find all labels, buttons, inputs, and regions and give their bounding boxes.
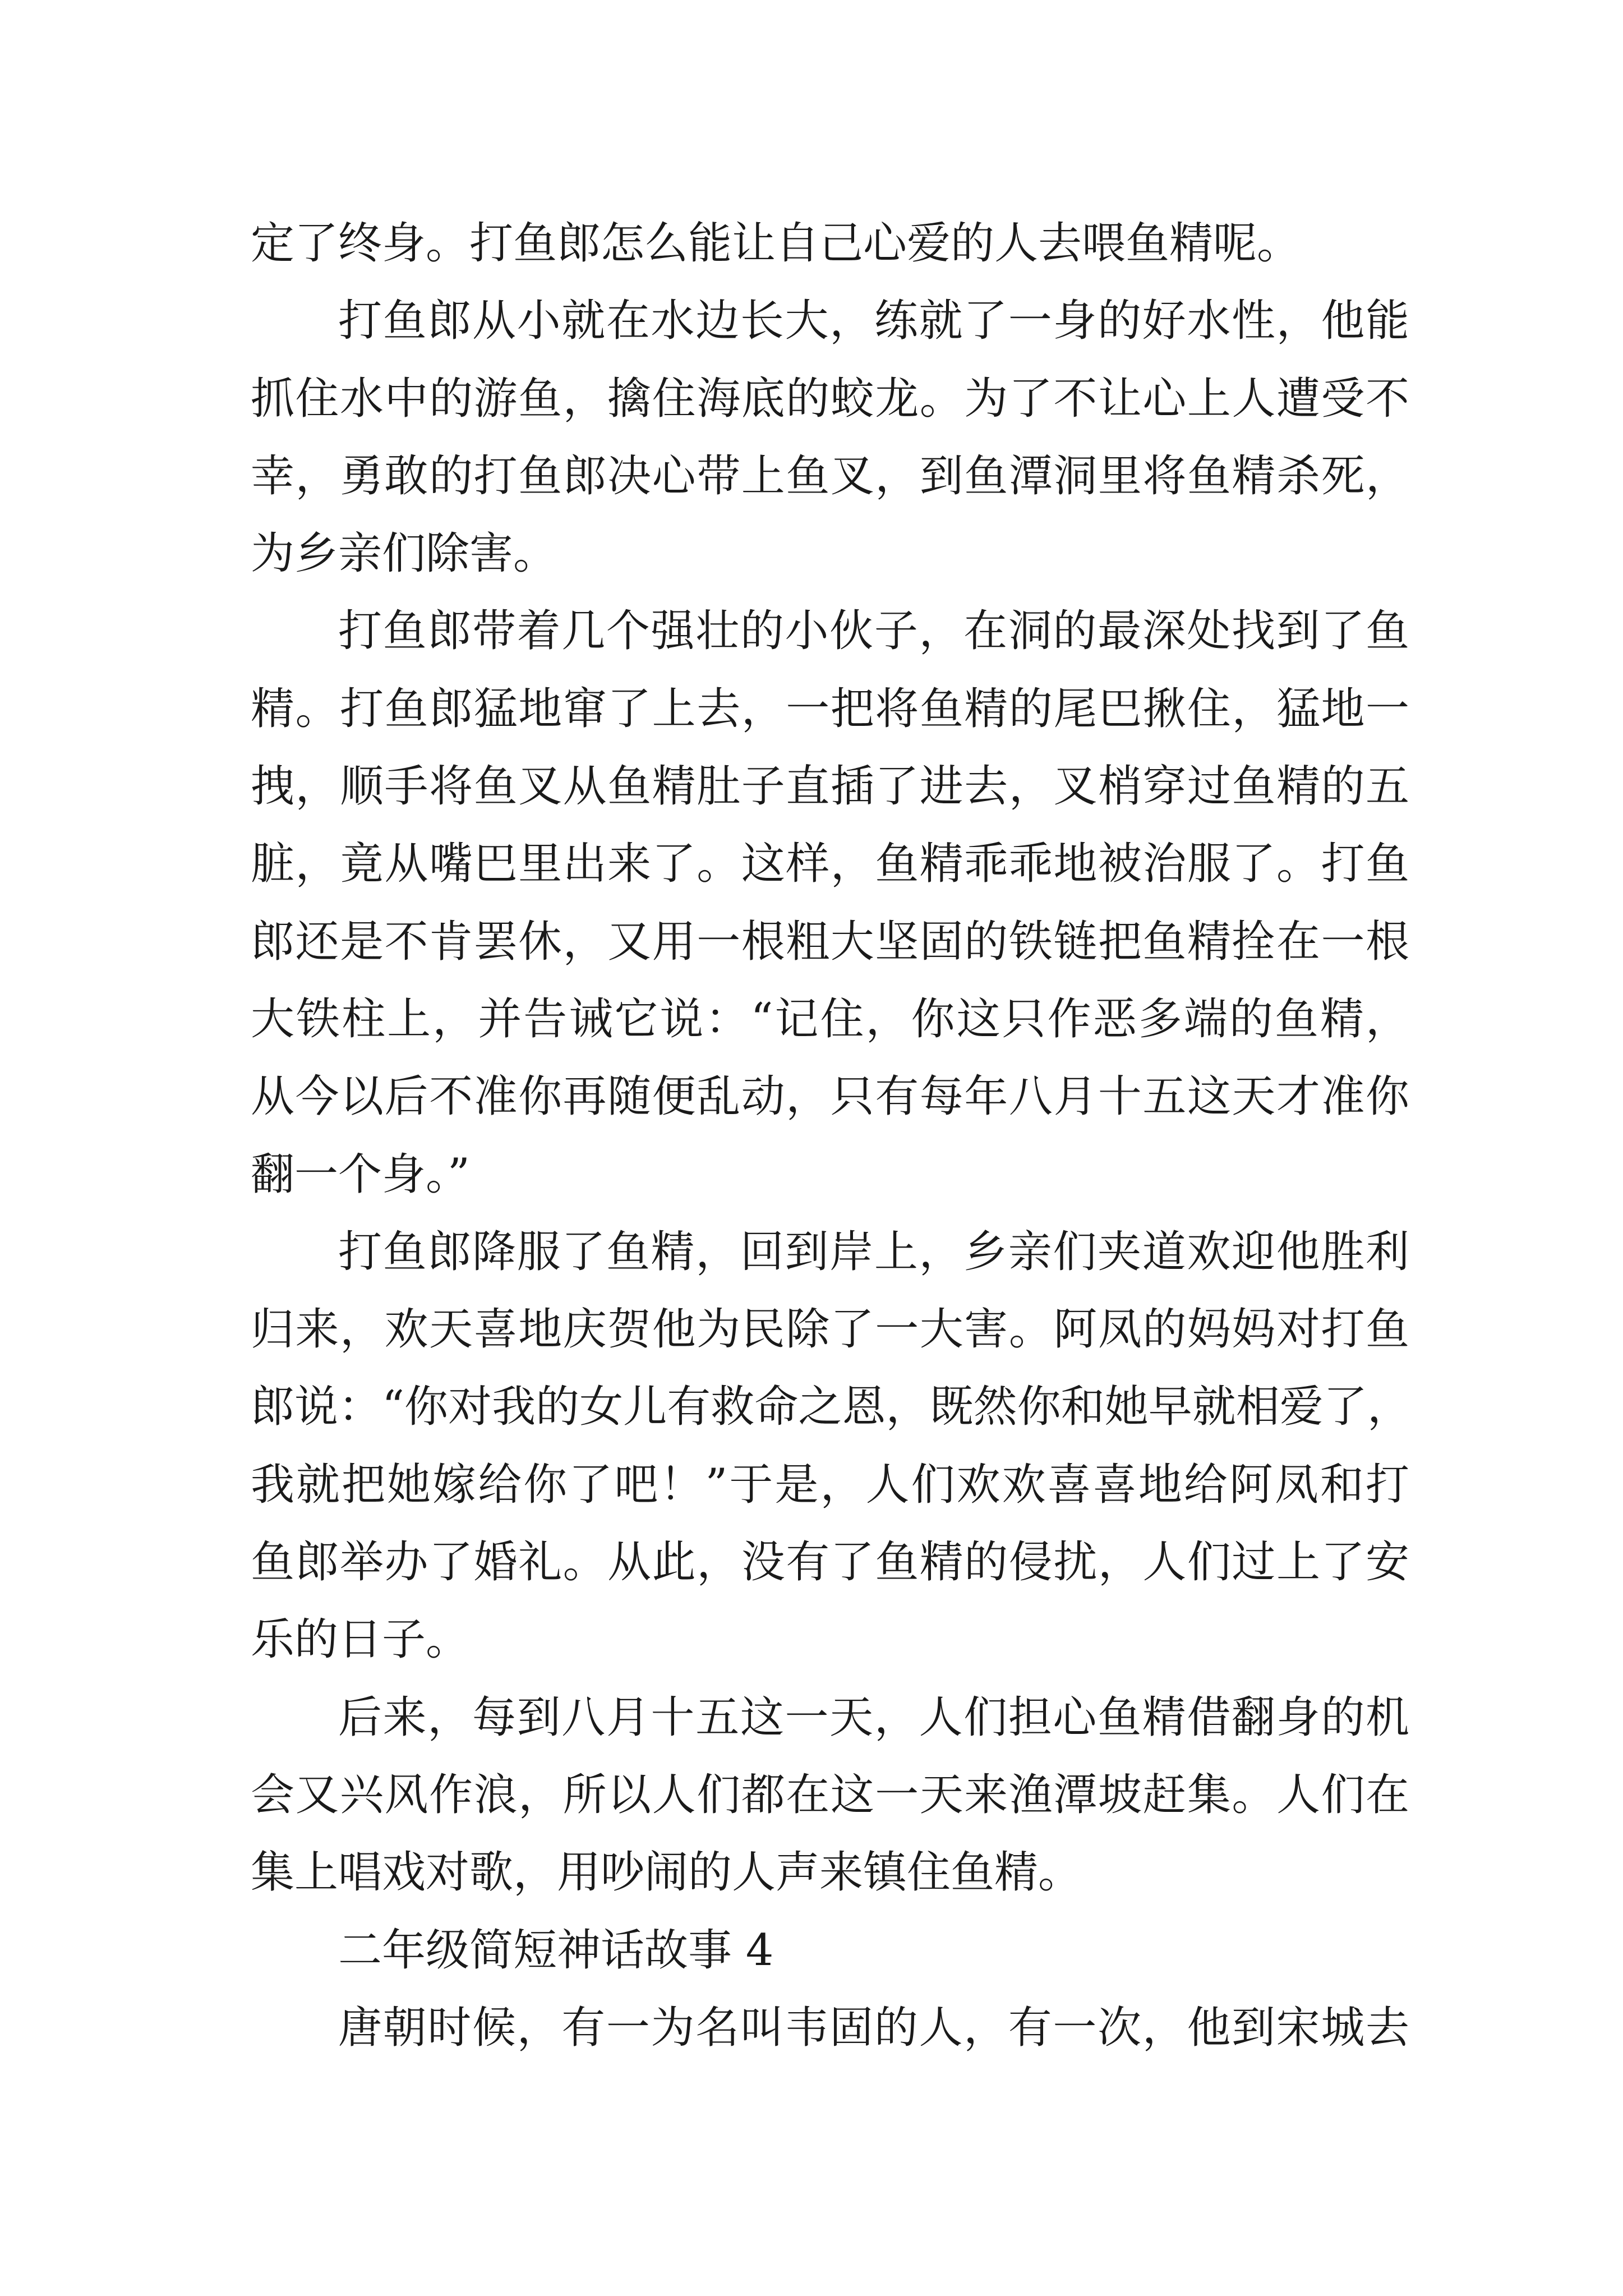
text-line: 会又兴风作浪，所以人们都在这一天来渔潭坡赶集。人们在 — [251, 1769, 1409, 1820]
section-heading-text: 二年级简短神话故事 4 — [338, 1925, 774, 1976]
document-body — [251, 205, 1409, 2067]
paragraph — [251, 592, 1409, 1213]
text-line: 抓住水中的游鱼，擒住海底的蛟龙。为了不让心上人遭受不 — [251, 373, 1409, 424]
text-line: 从今以后不准你再随便乱动，只有每年八月十五这天才准你 — [251, 1071, 1409, 1122]
text-line: 脏，竟从嘴巴里出来了。这样，鱼精乖乖地被治服了。打鱼 — [251, 839, 1409, 890]
text-line: 为乡亲们除害。 — [251, 528, 557, 579]
text-line: 精。打鱼郎猛地窜了上去，一把将鱼精的尾巴揪住，猛地一 — [251, 683, 1409, 734]
text-line: 乐的日子。 — [251, 1614, 470, 1665]
paragraph — [251, 1213, 1409, 1679]
text-line: 鱼郎举办了婚礼。从此，没有了鱼精的侵扰，人们过上了安 — [251, 1537, 1409, 1588]
paragraph — [251, 282, 1409, 592]
text-line: 幸，勇敢的打鱼郎决心带上鱼叉，到鱼潭洞里将鱼精杀死， — [251, 450, 1409, 501]
text-line: 打鱼郎从小就在水边长大，练就了一身的好水性，他能 — [338, 296, 1409, 347]
text-line: 归来，欢天喜地庆贺他为民除了一大害。阿凤的妈妈对打鱼 — [251, 1304, 1409, 1355]
text-line: 郎说：“你对我的女儿有救命之恩，既然你和她早就相爱了， — [251, 1382, 1409, 1433]
text-line: 翻一个身。” — [251, 1149, 470, 1200]
text-line: 大铁柱上，并告诫它说：“记住，你这只作恶多端的鱼精， — [251, 993, 1409, 1045]
section-heading — [251, 1912, 1409, 1989]
paragraph — [251, 1989, 1409, 2067]
text-line: 定了终身。打鱼郎怎么能让自己心爱的人去喂鱼精呢。 — [251, 218, 1301, 269]
text-line: 郎还是不肯罢休，又用一根粗大坚固的铁链把鱼精拴在一根 — [251, 916, 1409, 967]
text-line: 后来，每到八月十五这一天，人们担心鱼精借翻身的机 — [338, 1692, 1409, 1743]
text-line: 打鱼郎降服了鱼精，回到岸上，乡亲们夹道欢迎他胜利 — [338, 1226, 1409, 1277]
text-line: 集上唱戏对歌，用吵闹的人声来镇住鱼精。 — [251, 1847, 1082, 1898]
text-line: 唐朝时候，有一为名叫韦固的人，有一次，他到宋城去 — [338, 2002, 1409, 2053]
text-line: 我就把她嫁给你了吧！”于是，人们欢欢喜喜地给阿凤和打 — [251, 1459, 1409, 1510]
paragraph — [251, 1679, 1409, 1912]
text-line: 打鱼郎带着几个强壮的小伙子，在洞的最深处找到了鱼 — [338, 606, 1409, 657]
paragraph-continuation — [251, 205, 1409, 282]
text-line: 拽，顺手将鱼叉从鱼精肚子直插了进去，叉梢穿过鱼精的五 — [251, 761, 1409, 812]
